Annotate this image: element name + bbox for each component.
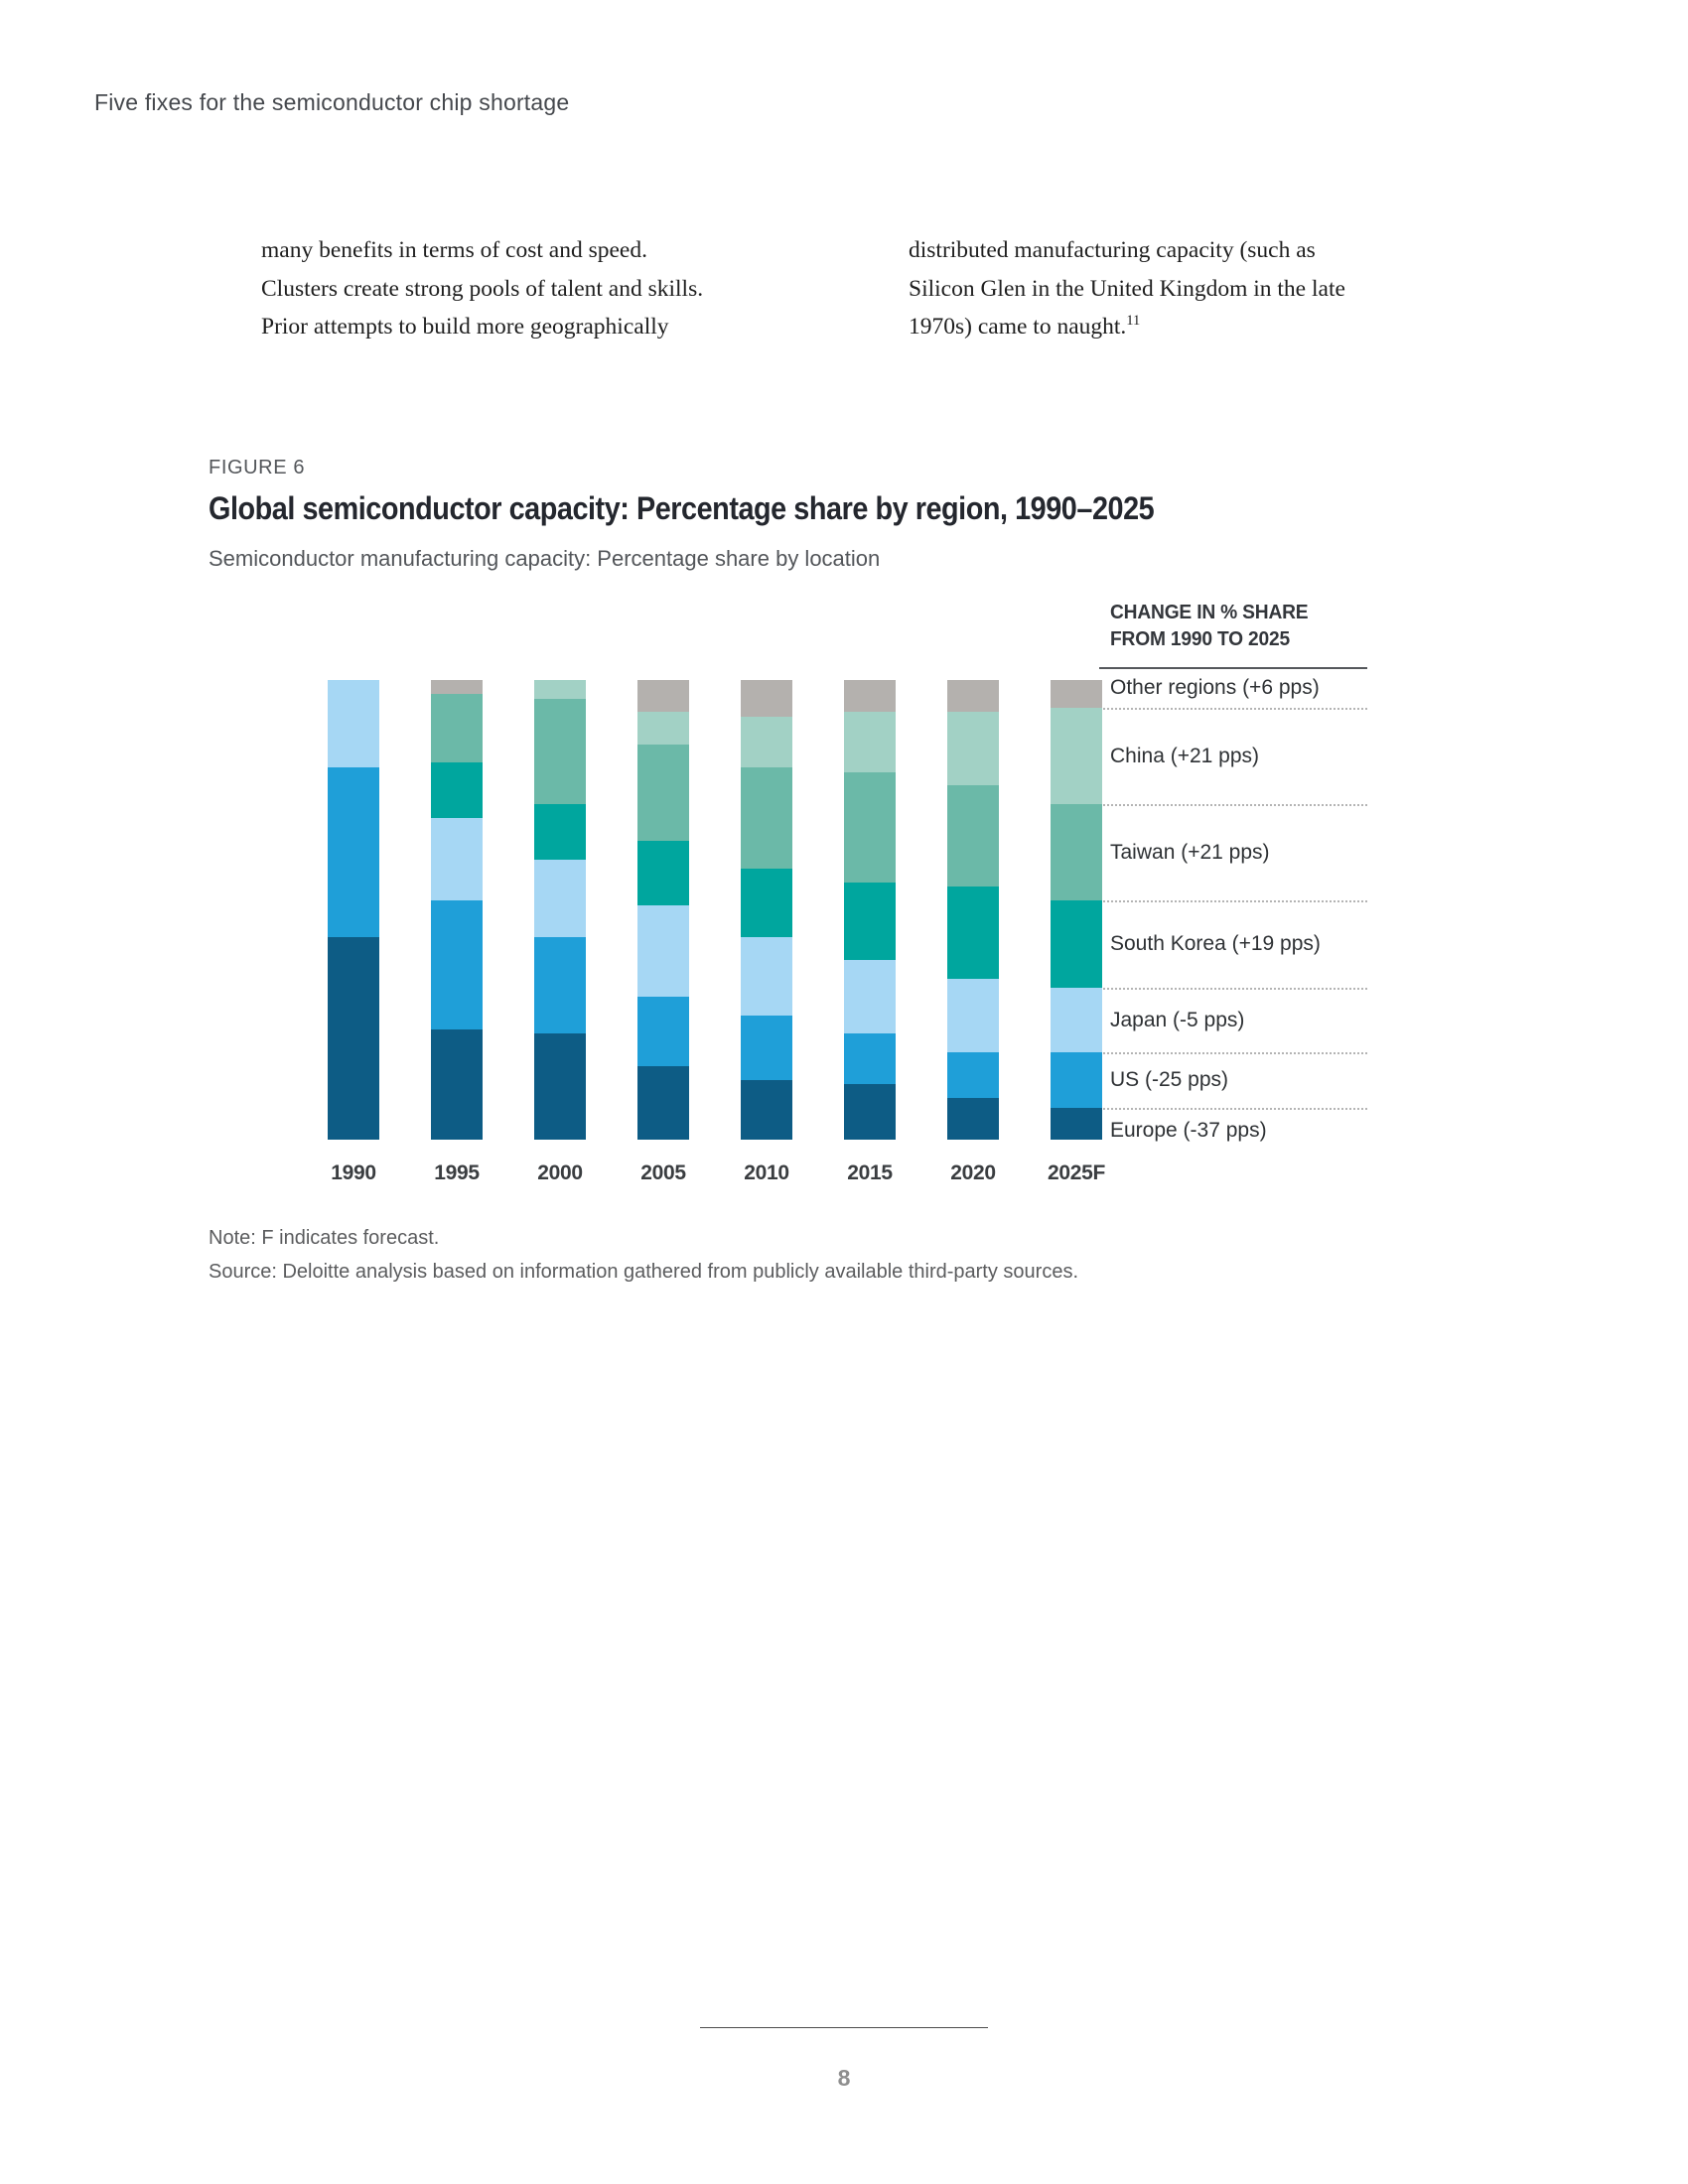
segment-2000-china <box>534 680 586 699</box>
legend-header-line2: FROM 1990 TO 2025 <box>1110 628 1291 650</box>
figure-source: Source: Deloitte analysis based on information gathered from publicly available third-party sources. <box>209 1261 1079 1283</box>
body-text-line: Clusters create strong pools of talent and skills. <box>261 275 704 302</box>
segment-2010-japan <box>741 937 792 1016</box>
segment-2000-south-korea <box>534 804 586 860</box>
x-axis-label-2025F: 2025F <box>1047 1161 1106 1184</box>
segment-2000-japan <box>534 860 586 938</box>
segment-1995-japan <box>431 818 483 900</box>
segment-1995-other-regions <box>431 680 483 694</box>
segment-1990-japan <box>328 680 379 767</box>
segment-2020-taiwan <box>947 785 999 887</box>
segment-1990-us <box>328 767 379 937</box>
body-text-line: Prior attempts to build more geographically <box>261 314 669 340</box>
running-header: Five fixes for the semiconductor chip shortage <box>94 89 570 115</box>
segment-2015-japan <box>844 960 896 1033</box>
segment-2005-us <box>637 997 689 1065</box>
segment-2000-taiwan <box>534 699 586 804</box>
legend-header <box>1110 600 1308 653</box>
segment-2020-china <box>947 712 999 785</box>
segment-1990-europe <box>328 937 379 1140</box>
segment-1995-taiwan <box>431 694 483 762</box>
legend-item-japan <box>1099 988 1367 1054</box>
bar-1990 <box>328 680 379 1140</box>
body-text-line: Silicon Glen in the United Kingdom in the late <box>909 275 1345 302</box>
segment-2015-europe <box>844 1084 896 1140</box>
legend-item-china <box>1099 708 1367 806</box>
bar-2020 <box>947 680 999 1140</box>
segment-2025F-us <box>1051 1052 1102 1108</box>
segment-1995-us <box>431 900 483 1029</box>
legend-item-label: Japan (-5 pps) <box>1110 1008 1245 1031</box>
legend-item-europe <box>1099 1108 1367 1154</box>
segment-2015-south-korea <box>844 883 896 961</box>
body-text-right-column <box>909 231 1345 346</box>
bar-2015 <box>844 680 896 1140</box>
segment-1995-europe <box>431 1029 483 1140</box>
x-axis-label-1990: 1990 <box>331 1161 376 1184</box>
segment-2025F-south-korea <box>1051 900 1102 988</box>
segment-2005-japan <box>637 905 689 998</box>
segment-2025F-other-regions <box>1051 680 1102 708</box>
legend-item-label: China (+21 pps) <box>1110 744 1260 767</box>
x-axis-label-2020: 2020 <box>950 1161 996 1184</box>
figure-subtitle: Semiconductor manufacturing capacity: Percentage share by location <box>209 546 881 571</box>
segment-2010-europe <box>741 1080 792 1140</box>
segment-2020-south-korea <box>947 887 999 979</box>
segment-2005-taiwan <box>637 745 689 841</box>
legend-item-label: South Korea (+19 pps) <box>1110 932 1321 955</box>
figure-title: Global semiconductor capacity: Percentage share by region, 1990–2025 <box>209 490 1155 526</box>
figure-note: Note: F indicates forecast. <box>209 1227 440 1249</box>
x-axis-label-2015: 2015 <box>847 1161 893 1184</box>
body-text-left-column <box>261 231 703 346</box>
footnote-marker: 11 <box>1126 313 1141 330</box>
legend-item-taiwan <box>1099 804 1367 902</box>
segment-2010-south-korea <box>741 869 792 937</box>
x-axis-label-2000: 2000 <box>537 1161 583 1184</box>
segment-2020-us <box>947 1052 999 1098</box>
segment-2020-other-regions <box>947 680 999 712</box>
x-axis-label-1995: 1995 <box>434 1161 480 1184</box>
bar-1995 <box>431 680 483 1140</box>
segment-2015-taiwan <box>844 772 896 883</box>
legend-item-label: US (-25 pps) <box>1110 1068 1229 1091</box>
segment-2015-us <box>844 1033 896 1084</box>
body-text-line: many benefits in terms of cost and speed. <box>261 237 647 263</box>
footer-rule <box>700 2027 988 2028</box>
segment-2010-us <box>741 1016 792 1080</box>
segment-2010-other-regions <box>741 680 792 717</box>
bar-2005 <box>637 680 689 1140</box>
legend-item-label: Europe (-37 pps) <box>1110 1119 1267 1142</box>
page-number: 8 <box>837 2065 851 2091</box>
figure-label: FIGURE 6 <box>209 457 306 478</box>
segment-2005-south-korea <box>637 841 689 905</box>
segment-2005-europe <box>637 1066 689 1140</box>
segment-2010-china <box>741 717 792 767</box>
segment-2020-europe <box>947 1098 999 1140</box>
segment-2025F-taiwan <box>1051 804 1102 900</box>
x-axis-label-2005: 2005 <box>640 1161 686 1184</box>
segment-2025F-china <box>1051 708 1102 804</box>
segment-2015-china <box>844 712 896 771</box>
segment-2025F-japan <box>1051 988 1102 1052</box>
x-axis-label-2010: 2010 <box>744 1161 789 1184</box>
segment-2020-japan <box>947 979 999 1052</box>
legend-item-other-regions <box>1099 667 1367 710</box>
segment-2005-other-regions <box>637 680 689 712</box>
segment-1995-south-korea <box>431 762 483 818</box>
legend-item-label: Taiwan (+21 pps) <box>1110 840 1270 864</box>
body-text-line: distributed manufacturing capacity (such as <box>909 237 1316 263</box>
bar-2025F <box>1051 680 1102 1140</box>
segment-2015-other-regions <box>844 680 896 712</box>
segment-2000-us <box>534 937 586 1033</box>
body-text-line: 1970s) came to naught.$^{11}$ <box>909 313 1141 340</box>
segment-2005-china <box>637 712 689 744</box>
bar-2010 <box>741 680 792 1140</box>
legend-header-line1: CHANGE IN % SHARE <box>1110 602 1309 623</box>
bar-2000 <box>534 680 586 1140</box>
segment-2000-europe <box>534 1033 586 1139</box>
legend-item-label: Other regions (+6 pps) <box>1110 675 1320 699</box>
segment-2010-taiwan <box>741 767 792 869</box>
legend-item-south-korea <box>1099 900 1367 990</box>
segment-2025F-europe <box>1051 1108 1102 1140</box>
legend-item-us <box>1099 1052 1367 1110</box>
